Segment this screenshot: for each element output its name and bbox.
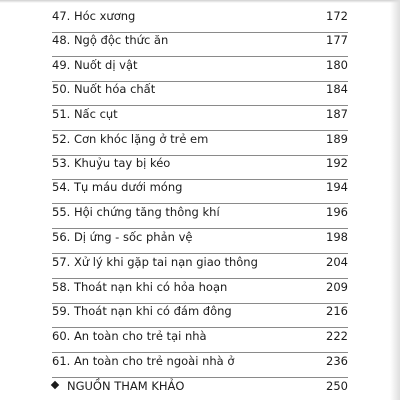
- toc-entry-title: 52. Cơn khóc lặng ở trẻ em: [52, 132, 209, 146]
- toc-entry-58: [52, 277, 348, 297]
- toc-entry-51: [52, 104, 348, 124]
- toc-entry-page: 194: [326, 180, 348, 194]
- toc-entry-title: 51. Nấc cụt: [52, 107, 118, 121]
- toc-entry-page: 172: [326, 9, 348, 23]
- toc-entry-50: [52, 79, 348, 99]
- toc-entry-page: 189: [326, 132, 348, 146]
- toc-entry-57: [52, 252, 348, 272]
- diamond-icon: [51, 381, 59, 389]
- toc-entry-52: [52, 129, 348, 149]
- page-top-shadow: [0, 0, 400, 3]
- toc-entry-title: 53. Khuỷu tay bị kéo: [52, 156, 171, 170]
- toc-entry-title: 54. Tụ máu dưới móng: [52, 180, 183, 194]
- toc-entry-title: 59. Thoát nạn khi có đám đông: [52, 304, 232, 318]
- toc-entry-60: [52, 326, 348, 346]
- toc-entry-54: [52, 177, 348, 197]
- toc-entry-page: 187: [326, 107, 348, 121]
- toc-entry-53: [52, 153, 348, 173]
- toc-entry-page: 250: [326, 379, 348, 393]
- toc-entry-48: [52, 30, 348, 50]
- toc-entry-page: 192: [326, 156, 348, 170]
- toc-entry-55: [52, 202, 348, 222]
- toc-entry-title: 47. Hóc xương: [52, 9, 136, 23]
- toc-entry-title: 60. An toàn cho trẻ tại nhà: [52, 329, 207, 343]
- toc-entry-page: 198: [326, 230, 348, 244]
- toc-entry-title: 61. An toàn cho trẻ ngoài nhà ở: [52, 354, 235, 368]
- toc-entry-page: 209: [326, 280, 348, 294]
- toc-entry-title: 56. Dị ứng - sốc phản vệ: [52, 230, 193, 244]
- toc-entry-59: [52, 301, 348, 321]
- toc-entry-47: [52, 6, 348, 26]
- toc-entry-61: [52, 351, 348, 371]
- toc-entry-page: 184: [326, 82, 348, 96]
- toc-entry-page: 216: [326, 304, 348, 318]
- toc-entry-title: 55. Hội chứng tăng thông khí: [52, 205, 220, 219]
- toc-entry-page: 222: [326, 329, 348, 343]
- page-edge-shadow: [390, 0, 400, 400]
- toc-entry-56: [52, 227, 348, 247]
- toc-entry-page: 196: [326, 205, 348, 219]
- toc-entry-49: [52, 55, 348, 75]
- toc-entry-title: 49. Nuốt dị vật: [52, 58, 138, 72]
- toc-entry-title: 57. Xử lý khi gặp tai nạn giao thông: [52, 255, 258, 269]
- toc-entry-references: [52, 376, 348, 396]
- toc-entry-title: 58. Thoát nạn khi có hỏa hoạn: [52, 280, 228, 294]
- toc-entry-page: 204: [326, 255, 348, 269]
- toc-entry-page: 177: [326, 33, 348, 47]
- toc-entry-title: 50. Nuốt hóa chất: [52, 82, 156, 96]
- toc-entry-page: 180: [326, 58, 348, 72]
- toc-entry-title: 48. Ngộ độc thức ăn: [52, 33, 169, 47]
- toc-entry-title: NGUỒN THAM KHẢO: [67, 379, 185, 393]
- toc-entry-page: 236: [326, 354, 348, 368]
